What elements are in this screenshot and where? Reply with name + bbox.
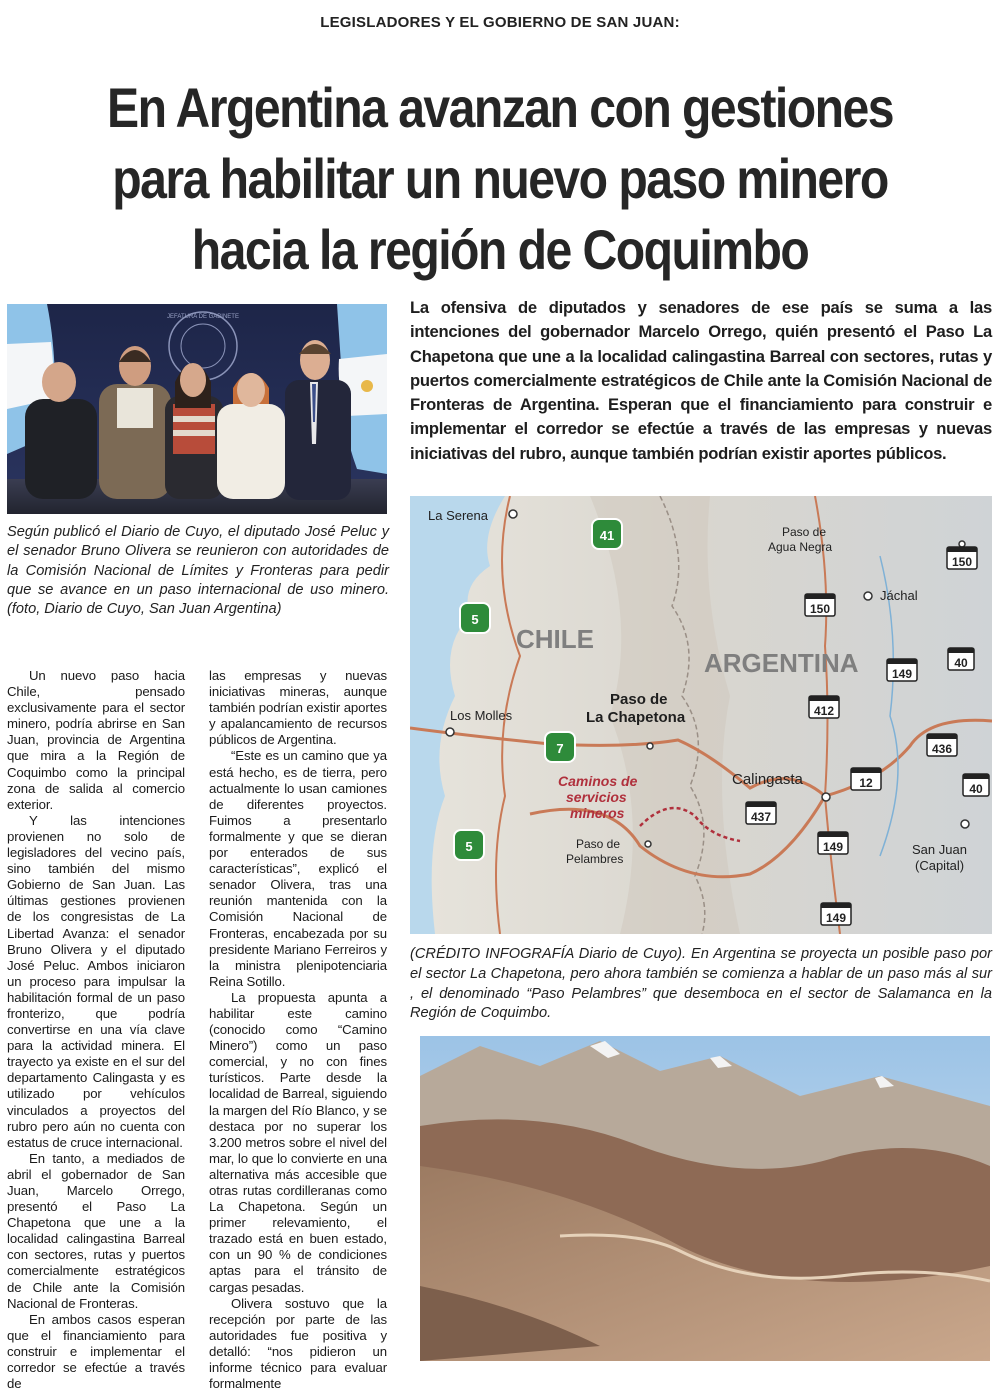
dot-chapetona: [647, 743, 653, 749]
body-paragraph: La propuesta apunta a habilitar este camino (conocido como “Camino Minero”) como un paso comercial, y no con fines turísticos. Parte desde la localidad de Barreal, siguiendo la margen del Río Blanco, y se destaca por no superar los 3.200 metros sobre el nivel del mar, lo que lo convierte en una alternativa más accesible que otras rutas cordilleranas como La Chapetona. Según un primer relevamiento, el trazado está en buen estado, con un 90 % de condiciones aptas para el tránsito de cargas pesadas.: [209, 989, 387, 1295]
route-shield-41: [592, 519, 622, 549]
label-pelambres-1: Paso de: [576, 837, 621, 851]
dot-la-serena: [509, 510, 517, 518]
svg-text:7: 7: [556, 741, 564, 756]
route-shield-40-north: [948, 648, 974, 670]
label-calingasta: Calingasta: [732, 771, 803, 788]
svg-text:150: 150: [809, 602, 831, 616]
dot-calingasta: [822, 793, 830, 801]
headline-line-2: para habilitar un nuevo paso minero: [112, 147, 888, 210]
group-photo: [7, 304, 387, 514]
svg-text:5: 5: [465, 839, 473, 854]
label-pelambres-2: Pelambres: [566, 852, 624, 866]
svg-text:149: 149: [822, 840, 844, 854]
route-shield-5-south: [454, 830, 484, 860]
label-chile: CHILE: [516, 624, 594, 654]
label-chapetona-1: Paso de: [610, 691, 668, 708]
body-paragraph: “Este es un camino que ya está hecho, es de tierra, pero actualmente lo usan camiones de diferentes proyectos. Fuimos a presentarlo formalmente y que se dieran por enterados de sus características”, explicó el senador Olivera, tras una reunión mantenida con la Comisión Nacional de Fronteras, encabezada por su presidente Mariano Ferreiros y la ministra plenipotenciaria Reina Sotillo.: [209, 748, 387, 989]
body-paragraph: Y las intenciones provienen no solo de legisladores del vecino país, sino también del mismo Gobierno de San Juan. Las últimas gestiones provienen de los congresistas de La Libertad Avanza: el senador Bruno Olivera y el diputado José Peluc. Ambos iniciaron un proceso para impulsar la habilitación formal de un paso fronterizo, que podría convertirse en una vía clave para la actividad minera. El trayecto ya existe en el sur del departamento Calingasta y es utilizado por vehículos vinculados a proyectos del rubro pero aún no cuenta con estatus de cruce internacional.: [7, 812, 185, 1150]
label-agua-negra-1: Paso de: [782, 525, 827, 539]
body-column-2: [209, 668, 387, 1392]
headline: [87, 72, 913, 285]
svg-text:150: 150: [951, 555, 973, 569]
svg-text:40: 40: [954, 656, 968, 670]
headline-line-1: En Argentina avanzan con gestiones: [107, 76, 893, 139]
body-paragraph: las empresas y nuevas iniciativas mineras, aunque también podrían existir aportes y apalancamiento de recursos públicos de Argentina.: [209, 668, 387, 748]
body-paragraph: Un nuevo paso hacia Chile, pensado exclusivamente para el sector minero, podría abrirse en San Juan, provincia de Argentina que mira a la Región de Coquimbo como la principal zona de salida al comercio exterior.: [7, 668, 185, 812]
body-column-1: [7, 668, 185, 1392]
svg-text:149: 149: [825, 911, 847, 925]
map-caption: (CRÉDITO INFOGRAFÍA Diario de Cuyo). En Argentina se proyecta un posible paso por el sector La Chapetona, pero ahora también se comienza a hablar de un paso más al sur , el denominado “Paso Pelambres” que desemboca en el sector de Salamanca en la Región de Coquimbo.: [410, 946, 992, 1022]
route-shield-149-south: [821, 903, 851, 925]
dot-san-juan: [961, 820, 969, 828]
svg-text:12: 12: [859, 776, 873, 790]
route-shield-12: [851, 768, 881, 790]
label-argentina: ARGENTINA: [704, 648, 859, 678]
label-caminos-2: servicios: [566, 789, 627, 805]
dot-los-molles: [446, 728, 454, 736]
body-paragraph: Olivera sostuvo que la recepción por parte de las autoridades fue positiva y detalló: “nos pidieron un informe técnico para evaluar formalmente: [209, 1295, 387, 1392]
label-los-molles: Los Molles: [450, 708, 513, 723]
label-chapetona-2: La Chapetona: [586, 709, 686, 726]
route-shield-437: [746, 802, 776, 824]
route-shield-149-north: [887, 659, 917, 681]
route-shield-5-north: [460, 603, 490, 633]
emblem-text: JEFATURA DE GABINETE: [167, 314, 239, 320]
svg-text:41: 41: [599, 528, 615, 543]
route-shield-150-west: [805, 594, 835, 616]
svg-text:40: 40: [969, 782, 983, 796]
route-shield-150-east: [947, 547, 977, 569]
label-caminos-1: Caminos de: [558, 773, 638, 789]
body-paragraph: En tanto, a mediados de abril el gobernador de San Juan, Marcelo Orrego, presentó el Paso La Chapetona que une a la localidad calingastina Barreal con sectores, rutas y puertos comercialmente estratégicos de Chile ante la Comisión Nacional de Fronteras.: [7, 1150, 185, 1311]
photo-caption: Según publicó el Diario de Cuyo, el diputado José Peluc y el senador Bruno Olivera se reunieron con autoridades de la Comisión Nacional de Límites y Fronteras para pedir que se avance en un paso internacional de uso minero. (foto, Diario de Cuyo, San Juan Argentina): [7, 524, 389, 618]
headline-line-3: hacia la región de Coquimbo: [191, 218, 809, 281]
label-la-serena: La Serena: [428, 508, 488, 523]
route-shield-7: [545, 732, 575, 762]
svg-text:437: 437: [750, 810, 772, 824]
label-jachal: Jáchal: [880, 588, 918, 603]
label-caminos-3: mineros: [570, 805, 625, 821]
dot-jachal: [864, 592, 872, 600]
route-shield-436: [927, 734, 957, 756]
svg-text:412: 412: [813, 704, 835, 718]
kicker: LEGISLADORES Y EL GOBIERNO DE SAN JUAN:: [320, 14, 680, 31]
label-san-juan-2: (Capital): [915, 858, 965, 873]
route-shield-40-south: [963, 774, 989, 796]
route-shield-412: [809, 696, 839, 718]
svg-text:149: 149: [891, 667, 913, 681]
lead-paragraph: La ofensiva de diputados y senadores de ese país se suma a las intenciones del gobernador Marcelo Orrego, quién presentó el Paso La Chapetona que une a la localidad calingastina Barreal con sectores, rutas y puertos comercialmente estratégicos de Chile ante la Comisión Nacional de Fronteras de Argentina. Esperan que el financiamiento para construir e implementar el corredor se efectúe a través de las empresas y nuevas iniciativas del rubro, aunque también podrían existir aportes públicos.: [410, 298, 992, 463]
mountain-photo: [420, 1036, 990, 1361]
dot-pelambres: [645, 841, 651, 847]
label-agua-negra-2: Agua Negra: [768, 540, 833, 554]
label-san-juan-1: San Juan: [912, 842, 967, 857]
body-paragraph: En ambos casos esperan que el financiamiento para construir e implementar el corredor se efectúe a través de: [7, 1311, 185, 1392]
svg-text:436: 436: [931, 742, 953, 756]
dot-agua-negra: [959, 541, 965, 547]
route-shield-149-mid: [818, 832, 848, 854]
route-map: [410, 496, 992, 934]
svg-text:5: 5: [471, 612, 479, 627]
